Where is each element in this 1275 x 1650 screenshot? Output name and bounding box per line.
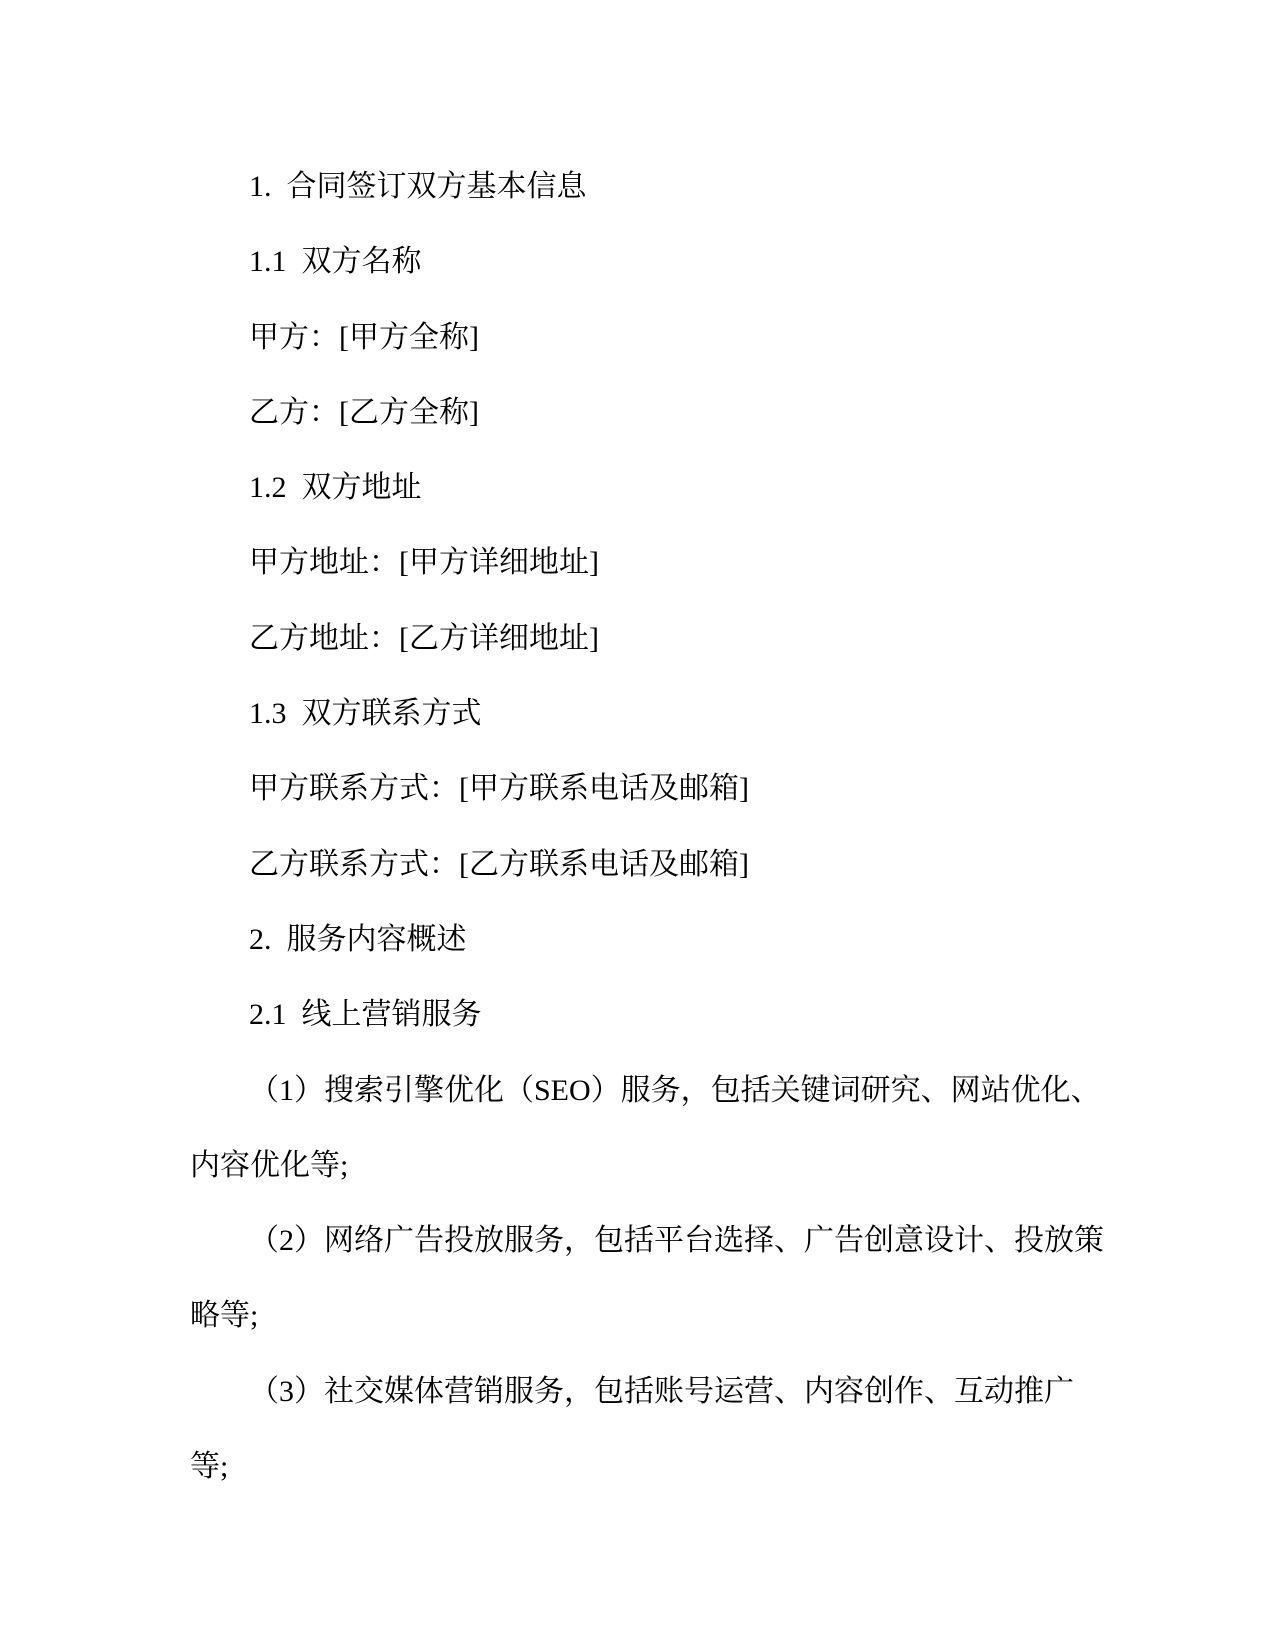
text-line: 甲方联系方式：[甲方联系电话及邮箱] xyxy=(249,772,749,806)
text-line: （3）社交媒体营销服务，包括账号运营、内容创作、互动推广 xyxy=(249,1374,1074,1408)
text-line: 内容优化等; xyxy=(190,1148,349,1182)
text-line: 略等; xyxy=(190,1299,259,1333)
text-line: 乙方地址：[乙方详细地址] xyxy=(249,621,599,655)
text-line: 2.1 线上营销服务 xyxy=(249,998,482,1032)
text-line: 甲方地址：[甲方详细地址] xyxy=(249,546,599,580)
text-line: 1.3 双方联系方式 xyxy=(249,697,482,731)
text-line: 1.2 双方地址 xyxy=(249,471,422,505)
text-line: 乙方：[乙方全称] xyxy=(249,395,479,429)
text-line: 1.1 双方名称 xyxy=(249,245,422,279)
text-line: 乙方联系方式：[乙方联系电话及邮箱] xyxy=(249,847,749,881)
document-body xyxy=(190,149,1104,1504)
text-line: （2）网络广告投放服务，包括平台选择、广告创意设计、投放策 xyxy=(249,1224,1104,1258)
text-line: 1. 合同签订双方基本信息 xyxy=(249,170,587,203)
text-line: 等; xyxy=(190,1450,229,1484)
text-line: 2. 服务内容概述 xyxy=(249,922,467,956)
text-line: （1）搜索引擎优化（SEO）服务，包括关键词研究、网站优化、 xyxy=(249,1073,1101,1107)
text-line: 甲方：[甲方全称] xyxy=(249,320,479,354)
